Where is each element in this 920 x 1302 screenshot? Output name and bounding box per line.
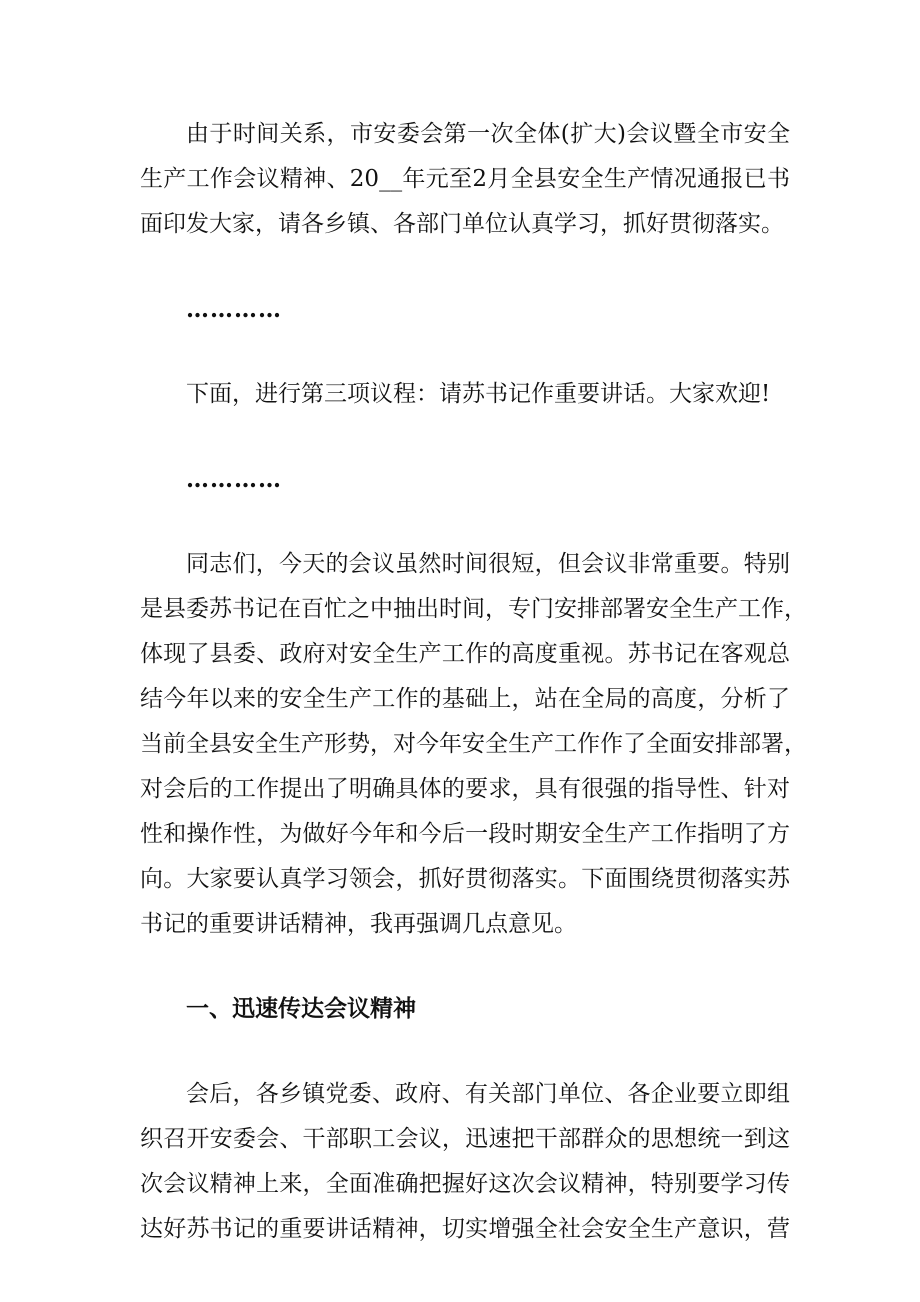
ellipsis-separator: ………… <box>186 466 282 493</box>
paragraph-gap <box>140 332 790 372</box>
paragraph-gap <box>140 417 790 457</box>
text-line: 结今年以来的安全生产工作的基础上，站在全局的高度，分析了 <box>140 686 790 712</box>
text-line: 下面，进行第三项议程：请苏书记作重要讲话。大家欢迎! <box>186 381 771 407</box>
document-body <box>140 112 807 1252</box>
text-line: 向。大家要认真学习领会，抓好贯彻落实。下面围绕贯彻落实苏 <box>140 866 790 892</box>
text-line: 由于时间关系，市安委会第一次全体(扩大)会议暨全市安全 <box>186 121 790 147</box>
paragraph-gap <box>140 1032 790 1072</box>
text-line: 面印发大家，请各乡镇、各部门单位认真学习，抓好贯彻落实。 <box>140 211 784 237</box>
text-line: 体现了县委、政府对安全生产工作的高度重视。苏书记在客观总 <box>140 641 790 667</box>
text-line: 同志们，今天的会议虽然时间很短，但会议非常重要。特别 <box>186 551 790 577</box>
section-heading: 一、迅速传达会议精神 <box>186 996 416 1022</box>
text-line: 达好苏书记的重要讲话精神，切实增强全社会安全生产意识，营 <box>140 1216 790 1242</box>
text-line: 性和操作性，为做好今年和今后一段时期安全生产工作指明了方 <box>140 821 790 847</box>
paragraph-summary <box>140 542 807 947</box>
text-line: 对会后的工作提出了明确具体的要求，具有很强的指导性、针对 <box>140 776 790 802</box>
text-line: 生产工作会议精神、20__年元至2月全县安全生产情况通报已书 <box>140 166 790 192</box>
paragraph-gap <box>140 247 790 287</box>
text-line: 书记的重要讲话精神，我再强调几点意见。 <box>140 911 577 937</box>
text-line: 织召开安委会、干部职工会议，迅速把干部群众的思想统一到这 <box>140 1126 790 1152</box>
ellipsis-separator: ………… <box>186 296 282 323</box>
text-line: 次会议精神上来，全面准确把握好这次会议精神，特别要学习传 <box>140 1171 790 1197</box>
paragraph-meeting-notice <box>140 112 790 247</box>
paragraph-convey-spirit <box>140 1072 790 1252</box>
paragraph-gap <box>140 947 790 987</box>
paragraph-agenda <box>140 372 790 417</box>
text-line: 会后，各乡镇党委、政府、有关部门单位、各企业要立即组 <box>186 1081 790 1107</box>
text-line: 当前全县安全生产形势，对今年安全生产工作作了全面安排部署， <box>140 731 807 757</box>
text-line: 是县委苏书记在百忙之中抽出时间，专门安排部署安全生产工作， <box>140 596 807 622</box>
paragraph-gap <box>140 502 790 542</box>
